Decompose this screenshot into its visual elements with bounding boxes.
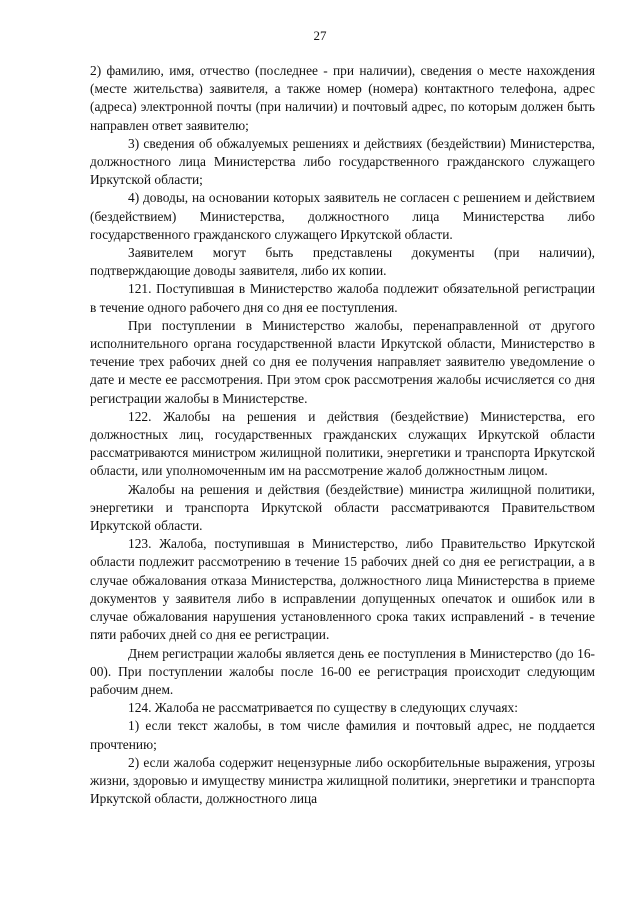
paragraph-122: 122. Жалобы на решения и действия (бездействие) Министерства, его должностных лиц, государственных гражданских служащих Иркутской области рассматриваются министром жилищной политики, энергетики и транспорта Иркутской области, или уполномоченным им на рассмотрение жалоб должностным лицом. bbox=[90, 408, 595, 479]
paragraph-121: 121. Поступившая в Министерство жалоба подлежит обязательной регистрации в течение одного рабочего дня со дня ее поступления. bbox=[90, 281, 595, 315]
paragraph-item-4: 4) доводы, на основании которых заявитель не согласен с решением и действием (бездействием) Министерства, должностного лица Министерства либо государственного гражданского служащего Иркутской области. bbox=[90, 190, 595, 242]
paragraph-123: 123. Жалоба, поступившая в Министерство, либо Правительство Иркутской области подлежит рассмотрению в течение 15 рабочих дней со дня ее регистрации, а в случае обжалования отказа Министерства, должностного лица Министерства в приеме документов у заявителя либо в исправлении допущенных опечаток и ошибок или в случае обжалования нарушения установленного срока таких исправлений - в течение пяти рабочих дней со дня ее регистрации. bbox=[90, 536, 595, 643]
paragraph-registration-day: Днем регистрации жалобы является день ее поступления в Министерство (до 16-00). При поступлении жалобы после 16-00 ее регистрация происходит следующим рабочим днем. bbox=[90, 645, 595, 697]
paragraph-minister-complaints: Жалобы на решения и действия (бездействие) министра жилищной политики, энергетики и транспорта Иркутской области рассматриваются Правительством Иркутской области. bbox=[90, 481, 595, 534]
page-number: 27 bbox=[313, 28, 327, 43]
paragraph-documents: Заявителем могут быть представлены документы (при наличии), подтверждающие доводы заявителя, либо их копии. bbox=[90, 245, 595, 279]
paragraph-item-3: 3) сведения об обжалуемых решениях и действиях (бездействии) Министерства, должностного лица Министерства либо государственного гражданского служащего Иркутской области; bbox=[90, 135, 595, 188]
document-body bbox=[90, 62, 595, 808]
paragraph-124: 124. Жалоба не рассматривается по существу в следующих случаях: bbox=[128, 700, 518, 716]
paragraph-case-2: 2) если жалоба содержит нецензурные либо оскорбительные выражения, угрозы жизни, здоровью и имуществу министра жилищной политики, энергетики и транспорта Иркутской области, должностного лица bbox=[90, 754, 595, 807]
paragraph-case-1: 1) если текст жалобы, в том числе фамилия и почтовый адрес, не поддается прочтению; bbox=[90, 718, 595, 752]
paragraph-redirected-complaint: При поступлении в Министерство жалобы, перенаправленной от другого исполнительного органа государственной власти Иркутской области, Министерство в течение трех рабочих дней со дня ее получения направляет заявителю уведомление о дате и месте ее рассмотрения. При этом срок рассмотрения жалобы исчисляется со дня регистрации жалобы в Министерстве. bbox=[90, 317, 595, 406]
paragraph-item-2: 2) фамилию, имя, отчество (последнее - при наличии), сведения о месте нахождения (месте жительства) заявителя, а также номер (номера) контактного телефона, адрес (адреса) электронной почты (при наличии) и почтовый адрес, по которым должен быть направлен ответ заявителю; bbox=[90, 63, 595, 133]
